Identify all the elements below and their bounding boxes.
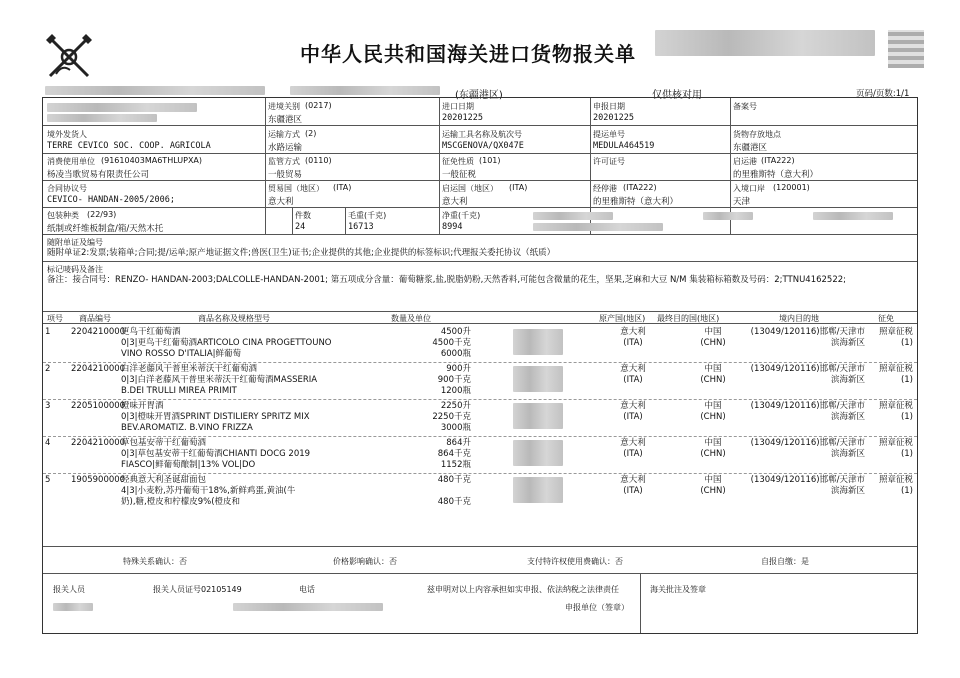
departure-port-value: 的里雅斯特（意大利） xyxy=(733,170,819,180)
tax-mode-code: (1) xyxy=(900,338,913,348)
goods-spec: 0|3|草包基安蒂干红葡萄酒CHIANTI DOCG 2019 xyxy=(121,449,311,459)
origin-country: 意大利 xyxy=(620,364,646,374)
goods-spec: 0|3|橙味开胃酒SPRINT DISTILIERY SPRITZ MIX xyxy=(121,412,310,422)
contract-value: CEVICO- HANDAN-2005/2006; xyxy=(47,195,175,205)
quantity-2: 900千克 xyxy=(437,375,471,385)
quantity-2: 2250千克 xyxy=(432,412,471,422)
domestic-district: 滨海新区 xyxy=(830,486,865,496)
entry-port-label: 进境关别 xyxy=(268,102,300,111)
import-date-value: 20201225 xyxy=(442,113,483,123)
col-quantity: 数量及单位 xyxy=(391,314,431,323)
license-label: 许可证号 xyxy=(593,157,625,166)
tax-mode-code: (1) xyxy=(900,449,913,459)
col-domestic-dest: 境内目的地 xyxy=(779,314,819,323)
origin-code: (ITA) xyxy=(623,412,643,422)
goods-name: 橙味开胃酒 xyxy=(121,401,164,411)
destination-code: (CHN) xyxy=(700,375,726,385)
redacted-row5-4 xyxy=(813,212,893,220)
port-note: (东疆港区) xyxy=(455,90,503,101)
domestic-district: 滨海新区 xyxy=(830,412,865,422)
document-title: 中华人民共和国海关进口货物报关单 xyxy=(300,42,636,66)
entry-port-code: (0217) xyxy=(305,101,332,110)
quantity-3: 1200瓶 xyxy=(440,386,471,396)
quantity-3: 480千克 xyxy=(437,497,471,507)
contract-label: 合同协议号 xyxy=(47,184,87,193)
goods-spec-2: FIASCO|鲜葡萄酿制|13% VOL|DO xyxy=(121,460,256,470)
redacted-unit-price xyxy=(513,477,563,503)
col-destination: 最终目的国(地区) xyxy=(657,314,720,323)
vessel-label: 运输工具名称及航次号 xyxy=(442,130,522,139)
declare-date-value: 20201225 xyxy=(593,113,634,123)
tax-code: (101) xyxy=(479,156,501,165)
trade-country-code: (ITA) xyxy=(333,183,352,192)
bl-value: MEDULA464519 xyxy=(593,141,655,151)
quantity-1: 2250升 xyxy=(440,401,471,411)
gross-value: 16713 xyxy=(348,222,374,232)
destination-code: (CHN) xyxy=(700,338,726,348)
redacted-unit-price xyxy=(513,329,563,355)
goods-name: 经典意大利圣诞甜面包 xyxy=(121,475,207,485)
col-tax: 征免 xyxy=(878,314,894,323)
package-code: (22/93) xyxy=(87,210,117,219)
entry-place-code: (120001) xyxy=(773,183,810,192)
transport-mode-code: (2) xyxy=(305,129,317,138)
destination-code: (CHN) xyxy=(700,412,726,422)
origin-country: 意大利 xyxy=(620,438,646,448)
tax-value: 一般征税 xyxy=(442,170,477,180)
redacted-header-left xyxy=(45,86,265,95)
docs-label: 随附单证及编号 xyxy=(47,238,103,247)
import-date-label: 进口日期 xyxy=(442,102,474,111)
origin-code: (ITA) xyxy=(623,338,643,348)
pieces-value: 24 xyxy=(295,222,306,232)
trade-country-value: 意大利 xyxy=(268,197,294,207)
vessel-value: MSCGENOVA/QX047E xyxy=(442,141,524,151)
row-no: 4 xyxy=(45,438,51,448)
consignor-label: 境外发货人 xyxy=(47,130,87,139)
domestic-district: 滨海新区 xyxy=(830,449,865,459)
redacted-row5-2 xyxy=(533,223,663,231)
origin-code: (ITA) xyxy=(623,449,643,459)
supervision-code: (0110) xyxy=(305,156,332,165)
goods-spec-2: BEV.AROMATIZ. B.VINO FRIZZA xyxy=(121,423,253,433)
tax-mode: 照章征税 xyxy=(878,438,913,448)
tax-mode-code: (1) xyxy=(900,486,913,496)
quantity-3: 1152瓶 xyxy=(440,460,471,470)
consumer-label: 消费使用单位 xyxy=(47,157,95,166)
origin-code: (ITA) xyxy=(623,486,643,496)
row-no: 5 xyxy=(45,475,51,485)
phone-label: 电话 xyxy=(299,585,315,594)
hs-code: 2205100000 xyxy=(71,401,126,411)
declare-unit-seal: 申报单位（签章） xyxy=(565,603,629,612)
net-label: 净重(千克) xyxy=(442,211,481,220)
destination-country: 中国 xyxy=(704,401,722,411)
domestic-destination: (13049/120116)邯郸/天津市 xyxy=(750,327,865,337)
hs-code: 2204210000 xyxy=(71,438,126,448)
domestic-destination: (13049/120116)邯郸/天津市 xyxy=(750,364,865,374)
quantity-3: 6000瓶 xyxy=(440,349,471,359)
origin-country-label: 启运国（地区） xyxy=(442,184,498,193)
net-value: 8994 xyxy=(442,222,463,232)
special-relation: 特殊关系确认：否 xyxy=(123,557,187,566)
storage-value: 东疆港区 xyxy=(733,143,768,153)
entry-place-value: 天津 xyxy=(733,197,751,207)
docs-value: 随附单证2:发票;装箱单;合同;提/运单;原产地证据文件;兽医(卫生)证书;企业提供的其他;企业提供的标签标识;代理报关委托协议（纸质） xyxy=(47,248,556,258)
entry-place-label: 入境口岸 xyxy=(733,184,765,193)
col-code: 商品编号 xyxy=(79,314,111,323)
departure-port-code: (ITA222) xyxy=(761,156,795,165)
destination-country: 中国 xyxy=(704,475,722,485)
hs-code: 2204210000 xyxy=(71,364,126,374)
bl-label: 提运单号 xyxy=(593,130,625,139)
supervision-label: 监管方式 xyxy=(268,157,300,166)
qr-code-icon xyxy=(888,30,924,68)
row-no: 3 xyxy=(45,401,51,411)
pieces-label: 件数 xyxy=(295,211,311,220)
customs-emblem-icon xyxy=(42,30,96,84)
goods-spec: 0|3|白洋老藤风干普里米蒂沃干红葡萄酒MASSERIA xyxy=(121,375,318,385)
origin-country: 意大利 xyxy=(620,401,646,411)
transit-port-label: 经停港 xyxy=(593,184,617,193)
col-origin: 原产国(地区) xyxy=(599,314,646,323)
redacted-header-mid xyxy=(290,86,440,95)
transit-port-code: (ITA222) xyxy=(623,183,657,192)
origin-country: 意大利 xyxy=(620,475,646,485)
quantity-1: 4500升 xyxy=(440,327,471,337)
redacted-unit-price xyxy=(513,366,563,392)
redacted-row5-3 xyxy=(703,212,753,220)
redacted-declare-unit xyxy=(233,603,383,611)
declarant-cert: 报关人员证号02105149 xyxy=(153,585,242,594)
page-indicator: 页码/页数:1/1 xyxy=(856,89,910,99)
customs-note: 海关批注及签章 xyxy=(650,585,706,594)
tax-mode-code: (1) xyxy=(900,412,913,422)
declare-date-label: 申报日期 xyxy=(593,102,625,111)
origin-country: 意大利 xyxy=(620,327,646,337)
destination-country: 中国 xyxy=(704,364,722,374)
departure-port-label: 启运港 xyxy=(733,157,757,166)
trade-country-label: 贸易国（地区） xyxy=(268,184,324,193)
tax-mode: 照章征税 xyxy=(878,327,913,337)
col-name: 商品名称及规格型号 xyxy=(198,314,270,323)
redacted-unit-price xyxy=(513,403,563,429)
marks-label: 标记唛码及备注 xyxy=(47,265,103,274)
supervision-value: 一般贸易 xyxy=(268,170,303,180)
package-label: 包装种类 xyxy=(47,211,79,220)
goods-spec-2: VINO ROSSO D'ITALIA|鲜葡萄 xyxy=(121,349,242,359)
consumer-value: 杨凌当歌贸易有限责任公司 xyxy=(47,170,150,180)
destination-country: 中国 xyxy=(704,438,722,448)
domestic-district: 滨海新区 xyxy=(830,338,865,348)
hs-code: 2204210000 xyxy=(71,327,126,337)
storage-label: 货物存放地点 xyxy=(733,130,781,139)
consumer-code: (91610403MA6THLUPXA) xyxy=(101,156,203,165)
tax-mode: 照章征税 xyxy=(878,364,913,374)
redacted-declarant-2 xyxy=(47,114,157,122)
goods-name: 更鸟干红葡萄酒 xyxy=(121,327,181,337)
goods-spec: 0|3|更鸟干红葡萄酒ARTICOLO CINA PROGETTOUNO xyxy=(121,338,332,348)
quantity-1: 864升 xyxy=(446,438,471,448)
destination-country: 中国 xyxy=(704,327,722,337)
origin-country-code: (ITA) xyxy=(509,183,528,192)
goods-spec-2: 奶),糖,橙皮和柠檬皮9%(橙皮和 xyxy=(121,497,241,507)
redacted-row5-1 xyxy=(533,212,613,220)
goods-spec-2: B.DEI TRULLI MIREA PRIMIT xyxy=(121,386,237,396)
transit-port-value: 的里雅斯特（意大利） xyxy=(593,197,679,207)
gross-label: 毛重(千克) xyxy=(348,211,387,220)
domestic-destination: (13049/120116)邯郸/天津市 xyxy=(750,438,865,448)
self-report: 自报自缴：是 xyxy=(761,557,809,566)
copy-note: 仅供核对用 xyxy=(652,90,702,101)
price-influence: 价格影响确认：否 xyxy=(333,557,397,566)
tax-mode: 照章征税 xyxy=(878,475,913,485)
declaration-form xyxy=(42,97,918,634)
quantity-3: 3000瓶 xyxy=(440,423,471,433)
entry-port-value: 东疆港区 xyxy=(268,115,303,125)
origin-country-value: 意大利 xyxy=(442,197,468,207)
quantity-1: 480千克 xyxy=(437,475,471,485)
record-no-label: 备案号 xyxy=(733,102,757,111)
tax-label: 征免性质 xyxy=(442,157,474,166)
transport-mode-value: 水路运输 xyxy=(268,143,303,153)
domestic-district: 滨海新区 xyxy=(830,375,865,385)
marks-value: 备注：接合同号：RENZO- HANDAN-2003;DALCOLLE-HANDAN-2001; 第五项成分含量：葡萄糖浆,盐,脱脂奶粉,天然香料,可能包含微量的花生，坚果,芝麻和大豆 N/M 集装箱标箱数及号码：2;TTNU4162522; xyxy=(47,275,847,285)
redacted-declaration-number xyxy=(655,30,875,56)
goods-spec: 4|3|小麦粉,苏丹葡萄干18%,新鲜鸡蛋,黄油(牛 xyxy=(121,486,296,496)
tax-mode-code: (1) xyxy=(900,375,913,385)
redacted-declarant xyxy=(47,103,197,112)
col-no: 项号 xyxy=(47,314,63,323)
domestic-destination: (13049/120116)邯郸/天津市 xyxy=(750,401,865,411)
domestic-destination: (13049/120116)邯郸/天津市 xyxy=(750,475,865,485)
quantity-2: 864千克 xyxy=(437,449,471,459)
package-value: 纸制或纤维板制盒/箱/天然木托 xyxy=(47,224,164,234)
row-no: 2 xyxy=(45,364,51,374)
quantity-2: 4500千克 xyxy=(432,338,471,348)
redacted-unit-price xyxy=(513,440,563,466)
royalty: 支付特许权使用费确认：否 xyxy=(527,557,623,566)
consignor-value: TERRE CEVICO SOC. COOP. AGRICOLA xyxy=(47,141,211,151)
goods-name: 草包基安蒂干红葡萄酒 xyxy=(121,438,207,448)
row-no: 1 xyxy=(45,327,51,337)
hs-code: 1905900000 xyxy=(71,475,126,485)
goods-name: 白洋老藤风干普里米蒂沃干红葡萄酒 xyxy=(121,364,258,374)
tax-mode: 照章征税 xyxy=(878,401,913,411)
destination-code: (CHN) xyxy=(700,486,726,496)
declarant-label: 报关人员 xyxy=(53,585,85,594)
quantity-1: 900升 xyxy=(446,364,471,374)
origin-code: (ITA) xyxy=(623,375,643,385)
destination-code: (CHN) xyxy=(700,449,726,459)
redacted-declarant-name xyxy=(53,603,93,611)
transport-mode-label: 运输方式 xyxy=(268,130,300,139)
declaration-statement: 兹申明对以上内容承担如实申报、依法纳税之法律责任 xyxy=(427,585,619,594)
